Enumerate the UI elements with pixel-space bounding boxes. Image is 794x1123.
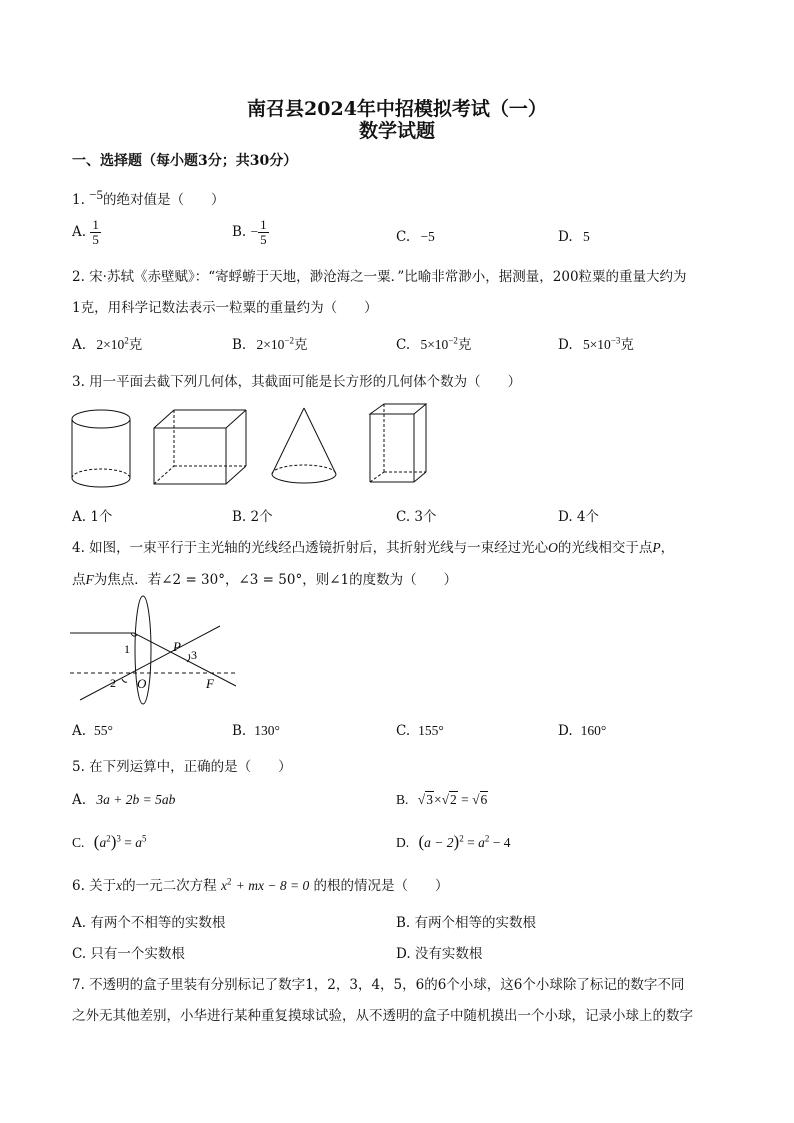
option-value: −5 (420, 229, 435, 244)
cylinder-figure (66, 404, 136, 494)
option-base: 5×10 (582, 337, 611, 352)
q4-option-b (232, 723, 280, 739)
rhs-tail: − 4 (492, 835, 511, 850)
option-letter: A. (72, 337, 87, 353)
q4-var-p: P (652, 540, 661, 555)
point-label-o: O (137, 676, 147, 691)
q1-option-b (232, 218, 269, 247)
option-letter: D. (558, 229, 573, 245)
option-value: 130° (254, 723, 280, 738)
option-exponent: 2 (124, 335, 129, 346)
fraction (90, 218, 101, 247)
question-5-stem: 5. 在下列运算中，正确的是（ ） (72, 759, 292, 775)
option-unit: 克 (128, 337, 143, 353)
q4-text: ， (660, 540, 675, 556)
radicand-3: 6 (480, 792, 488, 807)
outer-exponent: 3 (116, 833, 121, 844)
question-7-line-2: 之外无其他差别，小华进行某种重复摸球试验，从不透明的盒子中随机摸出一个小球，记录小球上的数字 (72, 1008, 693, 1024)
radicand-1: 3 (426, 792, 433, 807)
q1-option-c (396, 229, 435, 245)
option-base: 2×10 (96, 337, 125, 352)
option-unit: 克 (293, 337, 308, 353)
angle-label-3: 3 (191, 648, 197, 662)
q5-option-d: D. $(a - 2)^2 = a^2 - 4$ (396, 832, 511, 851)
q1-stem-text: 的绝对值是（ ） (103, 192, 225, 208)
q3-option-a: A. 1个 (72, 509, 113, 525)
q6-option-d: D. 没有实数根 (396, 946, 483, 962)
q5-option-c: C. $(a^2)^3 = a^5$ (72, 832, 147, 851)
lhs-exponent: 2 (459, 833, 464, 844)
question-4-line-2 (72, 568, 457, 588)
option-letter: C. (72, 835, 85, 850)
cone-figure (266, 404, 346, 494)
fraction (258, 218, 269, 247)
option-letter: C. (396, 337, 411, 353)
option-letter: D. (396, 835, 410, 850)
q4-var-o: O (548, 540, 558, 555)
numerator: 1 (260, 217, 267, 232)
option-letter: B. (232, 337, 247, 353)
angle-label-1: 1 (124, 642, 130, 656)
q6-eq-exponent: 2 (226, 876, 232, 887)
q6-text: 6. 关于 (72, 878, 117, 894)
q3-option-c: C. 3个 (396, 509, 437, 525)
q6-text: 的根的情况是（ ） (313, 878, 449, 894)
option-letter: C. (396, 229, 411, 245)
option-exponent: −2 (448, 335, 458, 346)
q4-option-a (72, 723, 113, 739)
q6-option-b: B. 有两个相等的实数根 (396, 915, 537, 931)
option-letter: B. (396, 792, 409, 807)
q1-number: 1. (72, 192, 85, 208)
option-base: 5×10 (420, 337, 449, 352)
q4-text: 的光线相交于点 (557, 540, 653, 556)
option-letter: B. (232, 723, 247, 739)
q4-option-c (396, 723, 444, 739)
question-7-line-1: 7. 不透明的盒子里装有分别标记了数字1，2，3，4，5，6的6个小球，这6个小球除了标记的数字不同 (72, 977, 685, 993)
option-letter: A. (72, 224, 87, 240)
option-value: 160° (580, 723, 607, 738)
q3-option-b: B. 2个 (232, 509, 273, 525)
q1-option-d (558, 229, 590, 245)
point-label-p: P (173, 639, 181, 654)
center-ray (80, 626, 220, 700)
q2-option-b (232, 333, 307, 353)
times-sign: × (433, 792, 442, 807)
prism-figure (364, 400, 434, 494)
q4-text: 4. 如图，一束平行于主光轴的光线经凸透镜折射后，其折射光线与一束经过光心 (72, 540, 549, 556)
q1-option-a (72, 218, 101, 247)
section-heading: 一、选择题（每小题3分；共30分） (72, 153, 298, 169)
q5-option-b: B. √3×√2 = √6 (396, 792, 488, 807)
q5-option-a (72, 792, 175, 808)
option-letter: B. (232, 224, 247, 240)
minus-sign: − (250, 224, 259, 239)
option-letter: C. (396, 723, 411, 739)
q2-option-d (558, 333, 634, 353)
question-1-stem (72, 188, 225, 208)
question-2-line-1: 2. 宋·苏轼《赤壁赋》：“寄蜉蝣于天地，渺沧海之一粟．”比喻非常渺小，据测量，200粒粟的重量大约为 (72, 269, 687, 285)
option-letter: D. (558, 337, 573, 353)
option-value: 155° (418, 723, 444, 738)
q4-text: 为焦点．若∠2 = 30°，∠3 = 50°，则∠1的度数为（ ） (93, 572, 458, 588)
q4-option-d (558, 723, 606, 739)
denominator: 5 (260, 232, 267, 247)
inner-exponent: 2 (106, 833, 111, 844)
question-6-stem (72, 874, 449, 894)
q1-math: −5 (89, 187, 104, 202)
q6-var-x: x (116, 878, 123, 893)
q6-option-c: C. 只有一个实数根 (72, 946, 185, 962)
q3-option-d: D. 4个 (558, 509, 600, 525)
q6-option-a: A. 有两个不相等的实数根 (72, 915, 226, 931)
rhs-exponent: 5 (141, 833, 147, 844)
question-3-stem: 3. 用一平面去截下列几何体，其截面可能是长方形的几何体个数为（ ） (72, 374, 522, 390)
question-2-line-2: 1克，用科学记数法表示一粒粟的重量约为（ ） (72, 300, 378, 316)
point-label-f: F (206, 676, 214, 691)
option-exponent: −3 (610, 335, 621, 346)
option-letter: D. (558, 723, 573, 739)
cuboid-figure (150, 404, 250, 494)
q2-option-a (72, 333, 142, 353)
option-expression: 3a + 2b = 5ab (96, 792, 176, 807)
q6-text: 的一元二次方程 (122, 878, 217, 894)
rhs-base: a (135, 835, 142, 850)
option-base: a (99, 835, 107, 850)
q6-eq-rest: + mx − 8 = 0 (235, 878, 310, 893)
option-letter: A. (72, 723, 87, 739)
page-title: 南召县2024年中招模拟考试（一） (247, 98, 547, 120)
option-base: 2×10 (256, 337, 285, 352)
q6-eq-x: x (220, 878, 227, 893)
question-4-line-1 (72, 536, 674, 556)
numerator: 1 (92, 217, 99, 232)
option-letter: A. (72, 792, 87, 808)
option-value: 5 (582, 229, 590, 244)
q4-var-f: F (85, 572, 94, 587)
option-unit: 克 (620, 337, 634, 353)
angle-label-2: 2 (110, 676, 116, 690)
equals-sign: = (124, 835, 132, 850)
q4-text: 点 (72, 572, 86, 588)
rhs-exponent: 2 (484, 833, 490, 844)
rhs-base: a (478, 835, 485, 850)
lens-diagram (70, 596, 250, 704)
lhs-expression: a − 2 (424, 835, 454, 850)
page-subtitle: 数学试题 (358, 120, 435, 142)
radicand-2: 2 (449, 792, 457, 807)
option-value: 55° (94, 723, 113, 738)
equals-sign: = (461, 792, 469, 807)
q2-option-c (396, 333, 471, 353)
equals-sign: = (467, 835, 475, 850)
option-exponent: −2 (284, 335, 294, 346)
denominator: 5 (92, 232, 99, 247)
option-unit: 克 (457, 337, 472, 353)
